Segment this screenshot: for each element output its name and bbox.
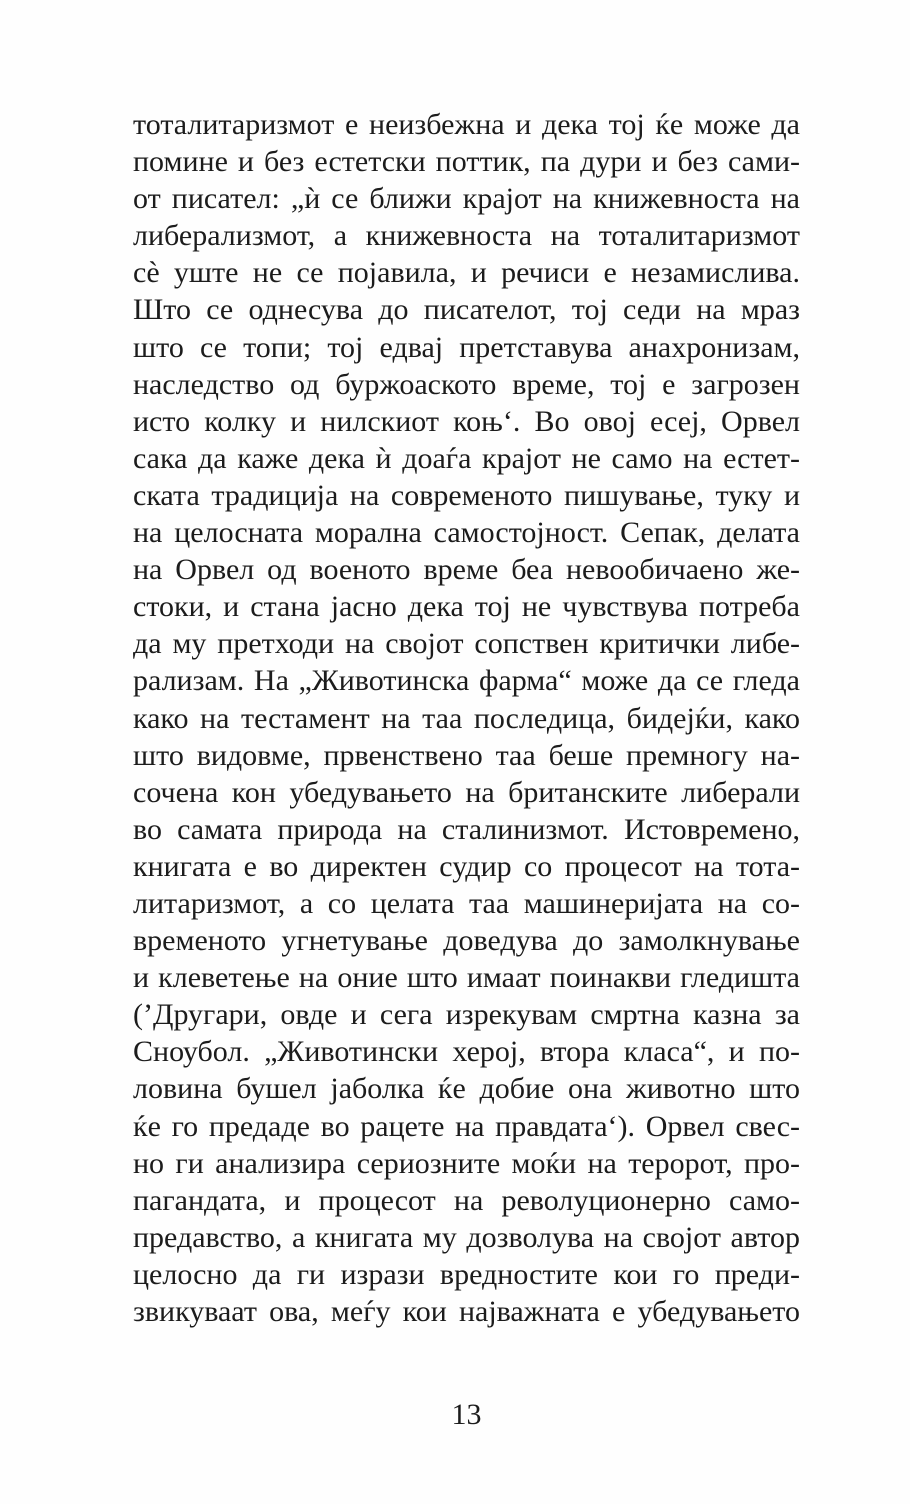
text-line: пагандата, и процесот на револуционерно само- (133, 1183, 800, 1217)
text-line: стоки, и стана јасно дека тој не чувствува потреба (133, 590, 800, 624)
text-line: и клеветење на оние што имаат поинакви гледишта (133, 961, 800, 995)
text-line: како на тестамент на таа последица, бидејќи, како (133, 701, 800, 735)
text-line: што видовме, првенствено таа беше премногу на- (133, 738, 800, 772)
text-block (133, 106, 800, 1330)
text-line: ќе го предаде во рацете на правдата‘). Орвел свес- (133, 1109, 800, 1143)
text-line: исто колку и нилскиот коњ‘. Во овој есеј, Орвел (133, 404, 800, 438)
text-line: тоталитаризмот е неизбежна и дека тој ќе може да (133, 108, 800, 141)
text-line: целосно да ги изрази вредностите кои го преди- (133, 1257, 800, 1291)
text-line: от писател: „ѝ се ближи крајот на книжевноста на (133, 182, 800, 216)
text-line: наследство од буржоаското време, тој е загрозен (133, 367, 800, 401)
text-line: на целосната морална самостојност. Сепак, делата (133, 516, 800, 550)
text-line: звикуваат ова, меѓу кои најважната е убедувањето (133, 1295, 800, 1328)
text-line: ловина бушел јаболка ќе добие она животно што (133, 1072, 800, 1106)
text-line: временото угнетување доведува до замолкнување (133, 924, 800, 958)
text-line: да му претходи на својот сопствен критички либе- (133, 627, 800, 661)
text-line: Сноубол. „Животински херој, втора класа“, и по- (133, 1035, 800, 1069)
page-number: 13 (451, 1398, 482, 1431)
text-line: Што се однесува до писателот, тој седи на мраз (133, 293, 800, 327)
text-line: помине и без естетски поттик, па дури и без сами- (133, 145, 800, 179)
text-line: но ги анализира сериозните моќи на теророт, про- (133, 1146, 800, 1180)
text-line: предавство, а книгата му дозволува на својот автор (133, 1220, 800, 1254)
text-line: либерализмот, а книжевноста на тоталитаризмот (133, 219, 800, 253)
text-line: сѐ уште не се појавила, и речиси е незамислива. (133, 256, 800, 290)
text-line: во самата природа на сталинизмот. Истовремено, (133, 812, 800, 846)
text-line: на Орвел од военото време беа невообичаено же- (133, 553, 800, 587)
text-line: литаризмот, а со целата таа машинеријата на со- (133, 886, 800, 920)
text-line: сочена кон убедувањето на британските либерали (133, 775, 800, 809)
text-line: што се топи; тој едвај претставува анахронизам, (133, 330, 800, 364)
text-line: рализам. На „Животинска фарма“ може да се гледа (133, 664, 800, 698)
text-line: сака да каже дека ѝ доаѓа крајот не само на естет- (133, 441, 800, 475)
text-line: книгата е во директен судир со процесот на тота- (133, 849, 800, 883)
text-line: ската традиција на современото пишување, туку и (133, 478, 800, 512)
text-line: (’Другари, овде и сега изрекувам смртна казна за (133, 998, 800, 1032)
